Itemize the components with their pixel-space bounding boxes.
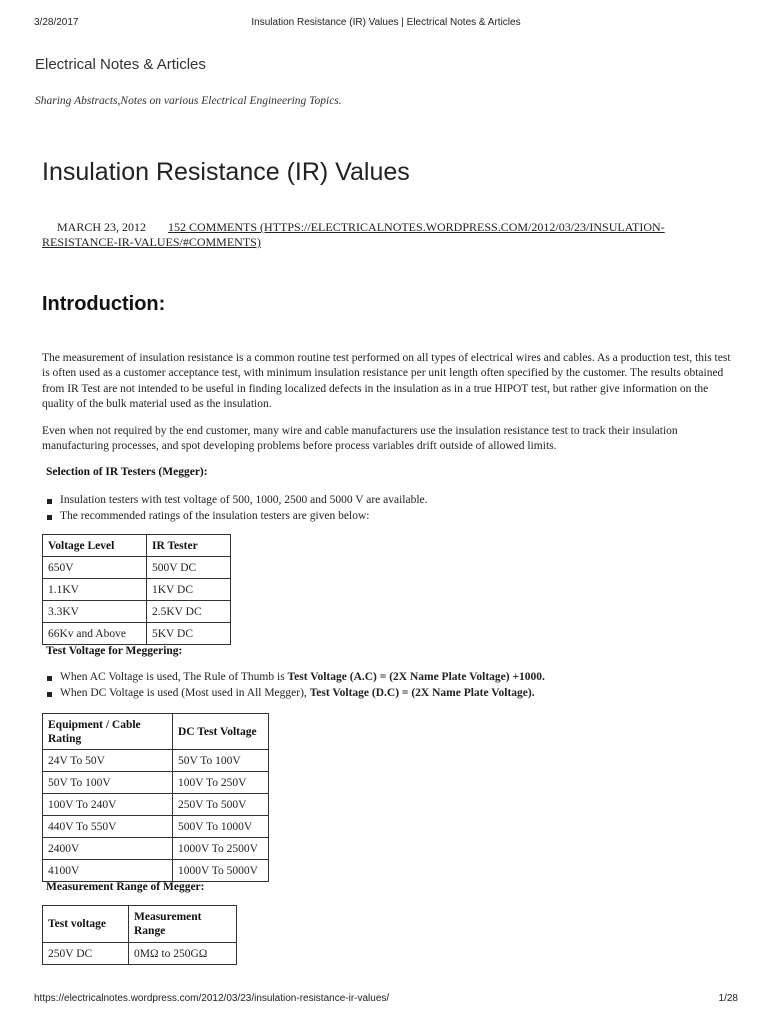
table-row <box>43 838 269 860</box>
table-cell: 500V To 1000V <box>173 816 269 838</box>
table-cell: 50V To 100V <box>173 750 269 772</box>
comments-link[interactable]: 152 COMMENTS (HTTPS://ELECTRICALNOTES.WORDPRESS.COM/2012/03/23/INSULATION-RESISTANCE-IR-VALUES/#COMMENTS) <box>42 220 665 249</box>
dc-test-voltage-table <box>42 713 269 882</box>
print-page-number: 1/28 <box>718 993 738 1004</box>
table-cell: 1000V To 5000V <box>173 860 269 882</box>
table-cell: 0MΩ to 250GΩ <box>129 943 237 965</box>
measurement-heading: Measurement Range of Megger: <box>46 881 205 893</box>
table-header-cell: Equipment / Cable Rating <box>43 714 173 750</box>
table-cell: 5KV DC <box>147 623 231 645</box>
list-item <box>46 686 545 702</box>
print-date: 3/28/2017 <box>34 17 79 28</box>
site-title-link[interactable]: Electrical Notes & Articles <box>35 56 206 73</box>
table-header-cell: Measurement Range <box>129 906 237 943</box>
post-meta <box>42 220 732 250</box>
test-voltage-heading: Test Voltage for Meggering: <box>46 645 183 657</box>
list-item-text: When DC Voltage is used (Most used in All Megger), <box>60 686 310 699</box>
table-row <box>43 623 231 645</box>
table-cell: 2400V <box>43 838 173 860</box>
table-row <box>43 557 231 579</box>
table-cell: 250V DC <box>43 943 129 965</box>
table-row <box>43 794 269 816</box>
table-cell: 1KV DC <box>147 579 231 601</box>
list-item-text: When AC Voltage is used, The Rule of Thumb is <box>60 671 288 683</box>
list-item: Insulation testers with test voltage of 500, 1000, 2500 and 5000 V are available. <box>46 493 428 509</box>
table-cell: 440V To 550V <box>43 816 173 838</box>
formula-text: Test Voltage (D.C) = (2X Name Plate Voltage). <box>309 686 535 699</box>
table-row <box>43 579 231 601</box>
table-row <box>43 816 269 838</box>
table-cell: 4100V <box>43 860 173 882</box>
table-cell: 100V To 240V <box>43 794 173 816</box>
formula-text: Test Voltage (A.C) = (2X Name Plate Voltage) +1000. <box>287 671 545 683</box>
table-cell: 1000V To 2500V <box>173 838 269 860</box>
intro-paragraph-2: Even when not required by the end customer, many wire and cable manufacturers use the insulation resistance test to track their insulation manufacturing processes, and spot developing problems before process variables drift outside of allowed limits. <box>42 425 678 453</box>
selection-heading: Selection of IR Testers (Megger): <box>46 466 208 478</box>
post-title: Insulation Resistance (IR) Values <box>42 158 410 186</box>
ir-tester-table <box>42 534 231 645</box>
table-cell: 66Kv and Above <box>43 623 147 645</box>
table-row <box>43 601 231 623</box>
site-tagline: Sharing Abstracts,Notes on various Electrical Engineering Topics. <box>35 95 342 107</box>
table-row <box>43 750 269 772</box>
table-row <box>43 772 269 794</box>
table-cell: 50V To 100V <box>43 772 173 794</box>
table-header-cell: IR Tester <box>147 535 231 557</box>
table-header-cell: Test voltage <box>43 906 129 943</box>
table-header-row <box>43 535 231 557</box>
print-url: https://electricalnotes.wordpress.com/2012/03/23/insulation-resistance-ir-values/ <box>34 993 390 1004</box>
table-cell: 650V <box>43 557 147 579</box>
selection-list <box>46 493 428 524</box>
table-row <box>43 860 269 882</box>
table-cell: 100V To 250V <box>173 772 269 794</box>
intro-paragraph-1: The measurement of insulation resistance is a common routine test performed on all types of electrical wires and cables. As a production test, this test is often used as a customer acceptance test, with minimum insulation resistance per unit length often specified by the customer. The results obtained from IR Test are not intended to be useful in finding localized defects in the insulation as in a true HIPOT test, but rather give information on the quality of the bulk material used as the insulation. <box>42 352 731 410</box>
print-page-title: Insulation Resistance (IR) Values | Electrical Notes & Articles <box>251 17 521 28</box>
table-row <box>43 943 237 965</box>
table-cell: 250V To 500V <box>173 794 269 816</box>
intro-heading: Introduction: <box>42 293 166 315</box>
table-cell: 3.3KV <box>43 601 147 623</box>
table-cell: 1.1KV <box>43 579 147 601</box>
post-date: MARCH 23, 2012 <box>57 220 147 234</box>
table-cell: 24V To 50V <box>43 750 173 772</box>
table-header-row <box>43 714 269 750</box>
table-cell: 500V DC <box>147 557 231 579</box>
list-item <box>46 670 545 686</box>
table-header-cell: DC Test Voltage <box>173 714 269 750</box>
measurement-range-table <box>42 905 237 965</box>
table-header-row <box>43 906 237 943</box>
table-cell: 2.5KV DC <box>147 601 231 623</box>
list-item: The recommended ratings of the insulation testers are given below: <box>46 509 428 525</box>
test-voltage-list <box>46 670 545 701</box>
table-header-cell: Voltage Level <box>43 535 147 557</box>
